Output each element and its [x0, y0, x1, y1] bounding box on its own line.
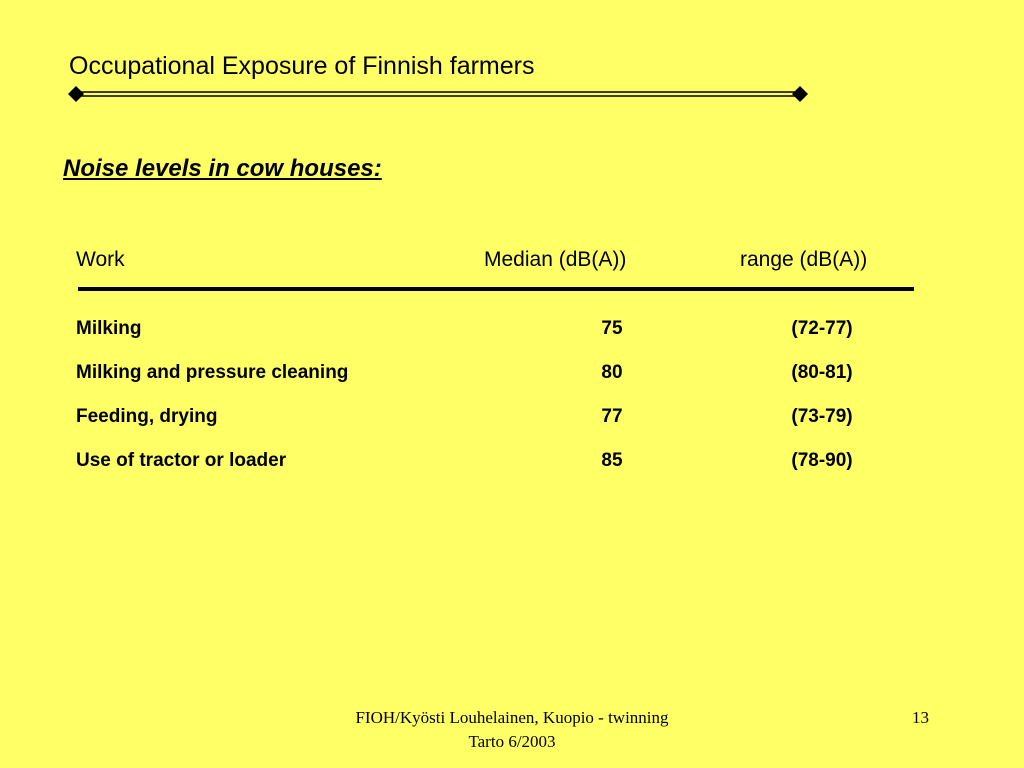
cell-median: 75 [601, 318, 623, 339]
cell-median: 85 [601, 450, 623, 471]
cell-range: (80-81) [791, 362, 853, 383]
cell-work: Milking and pressure cleaning [76, 362, 349, 383]
left-diamond-icon [68, 86, 84, 102]
cell-median: 77 [601, 406, 623, 427]
cell-work: Feeding, drying [76, 406, 218, 427]
header-divider [78, 287, 914, 291]
column-header-work: Work [76, 248, 125, 271]
title-divider [68, 85, 808, 103]
footer-source: FIOH/Kyösti Louhelainen, Kuopio - twinning Tarto 6/2003 [355, 708, 669, 751]
cell-median: 80 [601, 362, 623, 383]
table-row [0, 360, 1024, 386]
column-header-median: Median (dB(A)) [484, 248, 627, 271]
cell-work: Use of tractor or loader [76, 450, 287, 471]
table-row [0, 448, 1024, 474]
table-row [0, 404, 1024, 430]
cell-range: (72-77) [791, 318, 853, 339]
cell-range: (78-90) [791, 450, 853, 471]
cell-range: (73-79) [791, 406, 853, 427]
slide-title: Occupational Exposure of Finnish farmers [69, 52, 535, 80]
section-heading: Noise levels in cow houses: [63, 155, 382, 182]
cell-work: Milking [76, 318, 142, 339]
column-header-range: range (dB(A)) [740, 248, 868, 271]
right-diamond-icon [792, 86, 808, 102]
table-row [0, 316, 1024, 342]
page-number: 13 [912, 708, 929, 727]
